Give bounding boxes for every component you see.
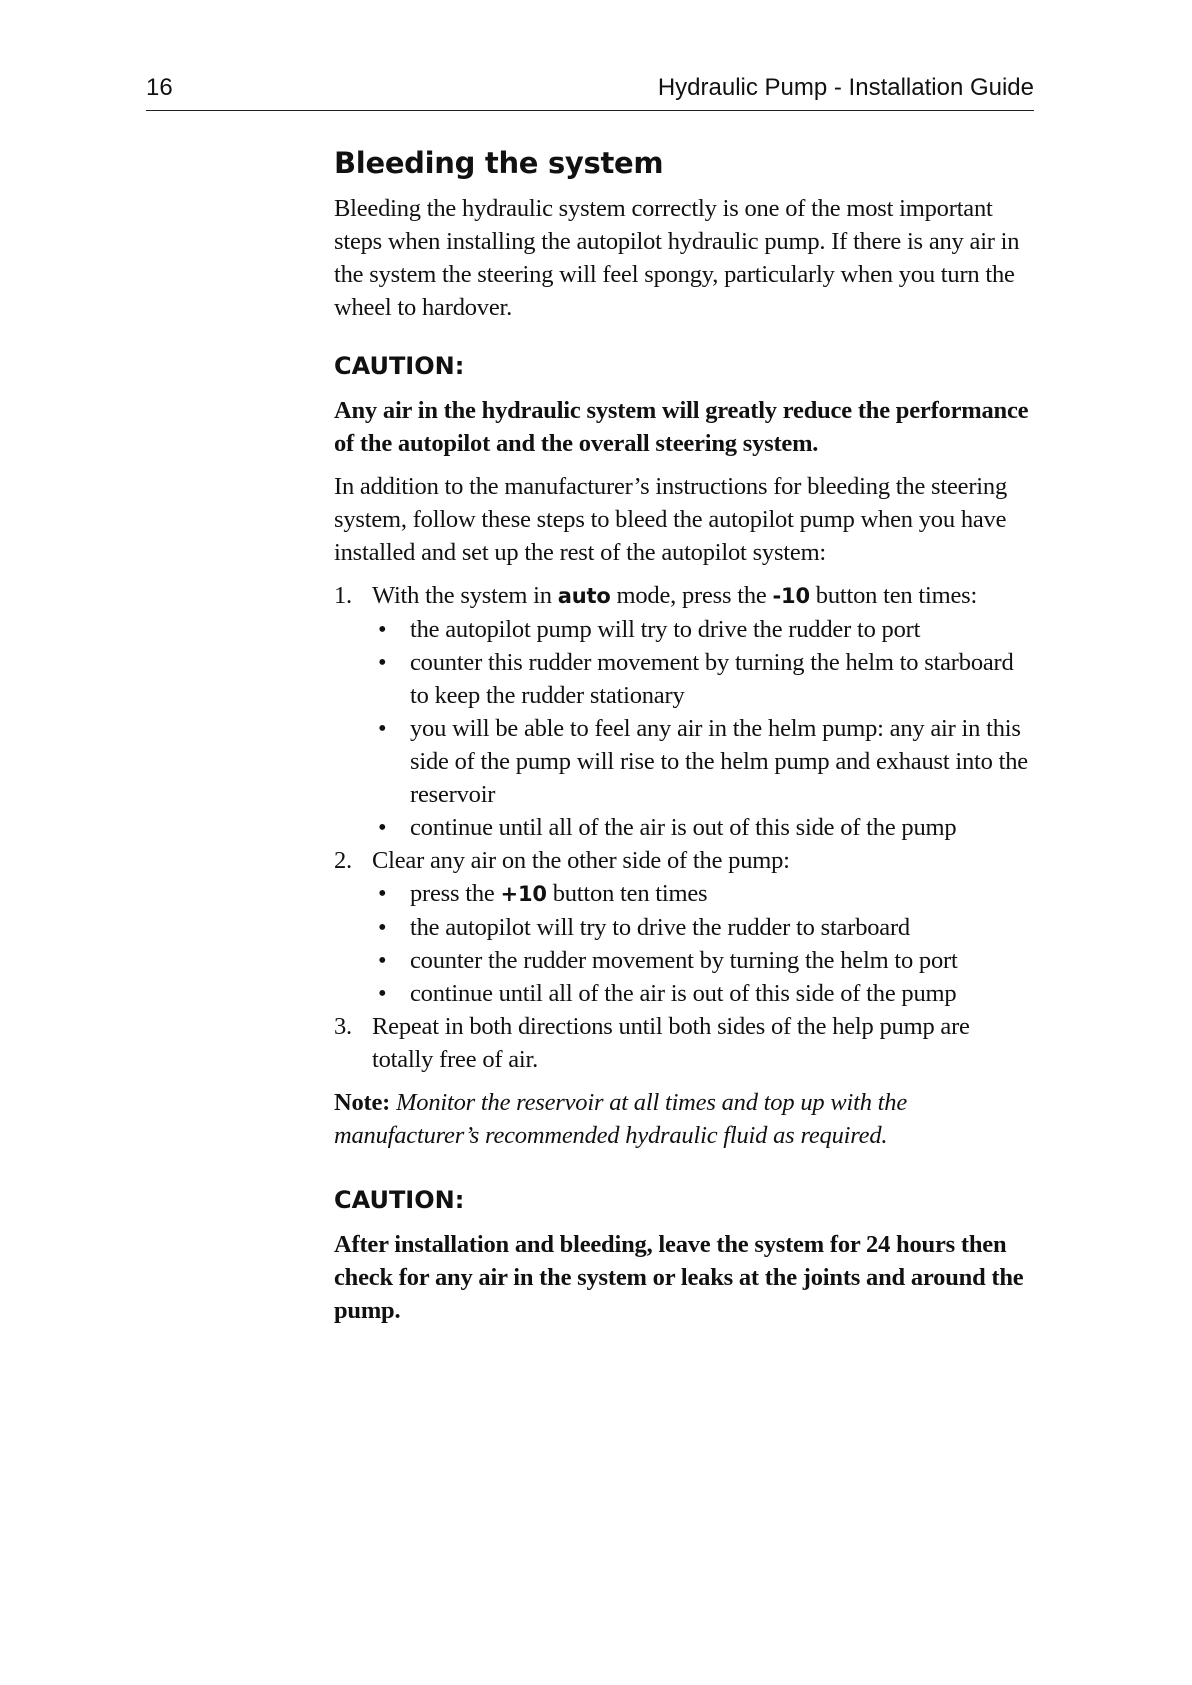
step-text: With the system in auto mode, press the -10 button ten times: [372, 582, 978, 609]
bullet-icon: • [378, 649, 387, 676]
bullet-item: • the autopilot will try to drive the rudder to starboard [372, 911, 1034, 944]
plus-10-button-keyword: +10 [500, 882, 547, 906]
step-item [334, 579, 1034, 844]
section-title: Bleeding the system [334, 146, 664, 180]
bullet-list [372, 877, 1034, 1010]
bullet-item: • counter the rudder movement by turning the helm to port [372, 944, 1034, 977]
step-number: 3. [334, 1013, 352, 1040]
auto-mode-keyword: auto [557, 584, 611, 608]
bullet-icon: • [378, 715, 387, 742]
bullet-icon: • [378, 980, 387, 1007]
step-number: 2. [334, 847, 352, 874]
bullet-icon: • [378, 947, 387, 974]
bullet-item: • the autopilot pump will try to drive the rudder to port [372, 613, 1034, 646]
step-item [334, 1010, 1034, 1076]
instructions-intro: In addition to the manufacturer’s instructions for bleeding the steering system, follow these steps to bleed the autopilot pump when you have installed and set up the rest of the autopilot system: [334, 473, 1007, 566]
note-label: Note: [334, 1089, 391, 1116]
caution-title: CAUTION: [334, 1186, 465, 1214]
bullet-item: • continue until all of the air is out of this side of the pump [372, 811, 1034, 844]
intro-paragraph: Bleeding the hydraulic system correctly is one of the most important steps when installing the autopilot hydraulic pump. If there is any air in the system the steering will feel spongy, particularly when you turn the wheel to hardover. [334, 195, 1020, 321]
minus-10-button-keyword: -10 [772, 584, 810, 608]
running-title: Hydraulic Pump - Installation Guide [657, 74, 1034, 101]
page-header [146, 70, 1034, 111]
bullet-item: • you will be able to feel any air in the helm pump: any air in this side of the pump will rise to the helm pump and exhaust into the reservoir [372, 712, 1034, 811]
note-paragraph [334, 1086, 1034, 1152]
bullet-icon: • [378, 880, 387, 907]
bullet-item: • press the +10 button ten times [372, 877, 1034, 911]
page-number: 16 [146, 74, 173, 101]
bullet-list [372, 613, 1034, 844]
steps-list [334, 579, 1034, 1076]
step-text: Repeat in both directions until both sides of the help pump are totally free of air. [372, 1013, 970, 1073]
bullet-item: • continue until all of the air is out of this side of the pump [372, 977, 1034, 1010]
step-item [334, 844, 1034, 1010]
caution-title: CAUTION: [334, 352, 465, 380]
main-content [334, 146, 1034, 1327]
bullet-icon: • [378, 814, 387, 841]
bullet-icon: • [378, 914, 387, 941]
bullet-icon: • [378, 616, 387, 643]
note-text: Monitor the reservoir at all times and top up with the manufacturer’s recommended hydraulic fluid as required. [334, 1089, 908, 1149]
step-number: 1. [334, 582, 352, 609]
step-text: Clear any air on the other side of the pump: [372, 847, 790, 874]
caution-text: Any air in the hydraulic system will greatly reduce the performance of the autopilot and the overall steering system. [334, 397, 1029, 457]
caution-text: After installation and bleeding, leave the system for 24 hours then check for any air in the system or leaks at the joints and around the pump. [334, 1231, 1024, 1324]
bullet-item: • counter this rudder movement by turning the helm to starboard to keep the rudder stationary [372, 646, 1034, 712]
